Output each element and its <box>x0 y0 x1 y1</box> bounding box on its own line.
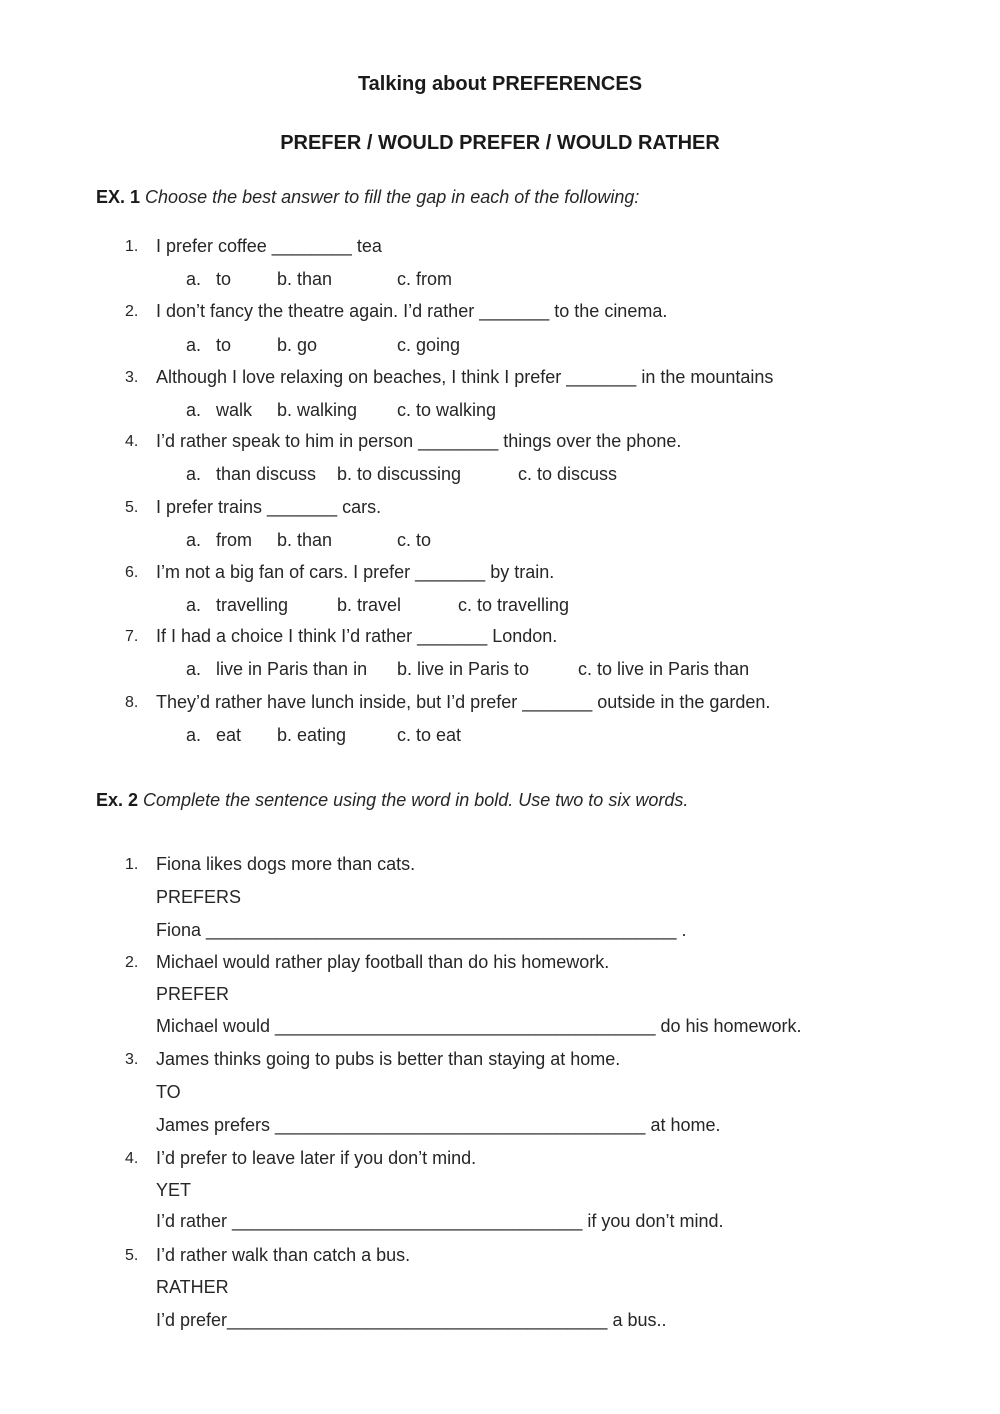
ex2-item3-completion: James prefers _____________________________________ at home. <box>156 1115 721 1135</box>
ex1-instruction: Choose the best answer to fill the gap in each of the following: <box>145 187 640 207</box>
ex2-heading <box>96 789 688 811</box>
ex1-q4-option-a: than discuss <box>216 464 317 484</box>
ex1-q6-option-c: c. to travelling <box>458 595 570 615</box>
ex1-q5-option-c: c. to <box>397 530 432 550</box>
ex2-item5-keyword: RATHER <box>156 1277 229 1297</box>
ex2-item2-number: 2. <box>125 954 139 971</box>
ex1-q6-option-b: b. travel <box>337 595 402 615</box>
ex1-q4-text: I’d rather speak to him in person ________ things over the phone. <box>156 431 682 451</box>
ex1-q8-option-a: eat <box>216 725 242 745</box>
ex1-q6-option-letter: a. <box>186 595 202 615</box>
ex2-item2-sentence: Michael would rather play football than do his homework. <box>156 952 610 972</box>
ex2-item2-completion: Michael would ______________________________________ do his homework. <box>156 1016 802 1036</box>
ex1-q6-option-a: travelling <box>216 595 289 615</box>
ex1-q7-number: 7. <box>125 628 139 645</box>
ex1-q4-option-c: c. to discuss <box>518 464 618 484</box>
ex1-q3-text: Although I love relaxing on beaches, I think I prefer _______ in the mountains <box>156 367 774 387</box>
ex1-q7-text: If I had a choice I think I’d rather _______ London. <box>156 626 558 646</box>
worksheet-subtitle: PREFER / WOULD PREFER / WOULD RATHER <box>280 132 720 154</box>
ex1-q2-option-b: b. go <box>277 335 318 355</box>
ex2-item1-keyword: PREFERS <box>156 887 242 907</box>
ex1-q2-option-letter: a. <box>186 335 202 355</box>
ex1-q3-number: 3. <box>125 369 139 386</box>
ex1-q7-option-a: live in Paris than in <box>216 659 368 679</box>
ex2-item1-completion: Fiona _______________________________________________ . <box>156 920 687 940</box>
ex2-item5-number: 5. <box>125 1247 139 1264</box>
ex1-q8-option-c: c. to eat <box>397 725 462 745</box>
ex1-q2-number: 2. <box>125 303 139 320</box>
ex1-q1-option-b: b. than <box>277 269 333 289</box>
ex1-q5-option-b: b. than <box>277 530 333 550</box>
ex1-q2-option-a: to <box>216 335 232 355</box>
ex2-item3-sentence: James thinks going to pubs is better than staying at home. <box>156 1049 621 1069</box>
ex1-q1-option-letter: a. <box>186 269 202 289</box>
ex1-q5-option-letter: a. <box>186 530 202 550</box>
ex1-q2-text: I don’t fancy the theatre again. I’d rather _______ to the cinema. <box>156 301 668 321</box>
ex1-q4-number: 4. <box>125 433 139 450</box>
ex1-q3-option-a: walk <box>216 400 253 420</box>
ex2-instruction: Complete the sentence using the word in bold. Use two to six words. <box>143 790 689 810</box>
ex2-item3-number: 3. <box>125 1051 139 1068</box>
ex2-item1-sentence: Fiona likes dogs more than cats. <box>156 854 416 874</box>
ex1-q1-number: 1. <box>125 238 139 255</box>
ex2-item4-completion: I’d rather ___________________________________ if you don’t mind. <box>156 1211 724 1231</box>
ex1-label: EX. 1 <box>96 187 141 207</box>
ex2-label: Ex. 2 <box>96 790 139 810</box>
ex2-item4-sentence: I’d prefer to leave later if you don’t mind. <box>156 1148 477 1168</box>
ex1-q8-option-b: b. eating <box>277 725 347 745</box>
ex1-q4-option-b: b. to discussing <box>337 464 462 484</box>
worksheet-title: Talking about PREFERENCES <box>357 73 643 95</box>
ex1-q7-option-c: c. to live in Paris than <box>578 659 750 679</box>
ex2-item2-keyword: PREFER <box>156 984 230 1004</box>
ex2-item5-sentence: I’d rather walk than catch a bus. <box>156 1245 411 1265</box>
ex2-item4-number: 4. <box>125 1150 139 1167</box>
ex1-q6-number: 6. <box>125 564 139 581</box>
ex1-q3-option-letter: a. <box>186 400 202 420</box>
ex1-q5-number: 5. <box>125 499 139 516</box>
ex1-q3-option-b: b. walking <box>277 400 358 420</box>
ex1-q2-option-c: c. going <box>397 335 461 355</box>
ex1-q1-option-c: c. from <box>397 269 453 289</box>
ex1-q3-option-c: c. to walking <box>397 400 497 420</box>
ex1-q7-option-b: b. live in Paris to <box>397 659 530 679</box>
ex1-q4-option-letter: a. <box>186 464 202 484</box>
ex1-q5-text: I prefer trains _______ cars. <box>156 497 382 517</box>
ex1-q1-option-a: to <box>216 269 232 289</box>
ex1-q5-option-a: from <box>216 530 252 550</box>
ex1-q8-option-letter: a. <box>186 725 202 745</box>
ex1-heading <box>96 186 639 208</box>
ex1-q1-text: I prefer coffee ________ tea <box>156 236 382 256</box>
ex2-item5-completion: I’d prefer______________________________________ a bus.. <box>156 1310 667 1330</box>
ex2-item1-number: 1. <box>125 856 139 873</box>
ex1-q7-option-letter: a. <box>186 659 202 679</box>
ex2-item3-keyword: TO <box>156 1082 181 1102</box>
ex1-q8-text: They’d rather have lunch inside, but I’d prefer _______ outside in the garden. <box>156 692 771 712</box>
ex1-q8-number: 8. <box>125 694 139 711</box>
ex1-q6-text: I’m not a big fan of cars. I prefer _______ by train. <box>156 562 555 582</box>
ex2-item4-keyword: YET <box>156 1180 192 1200</box>
